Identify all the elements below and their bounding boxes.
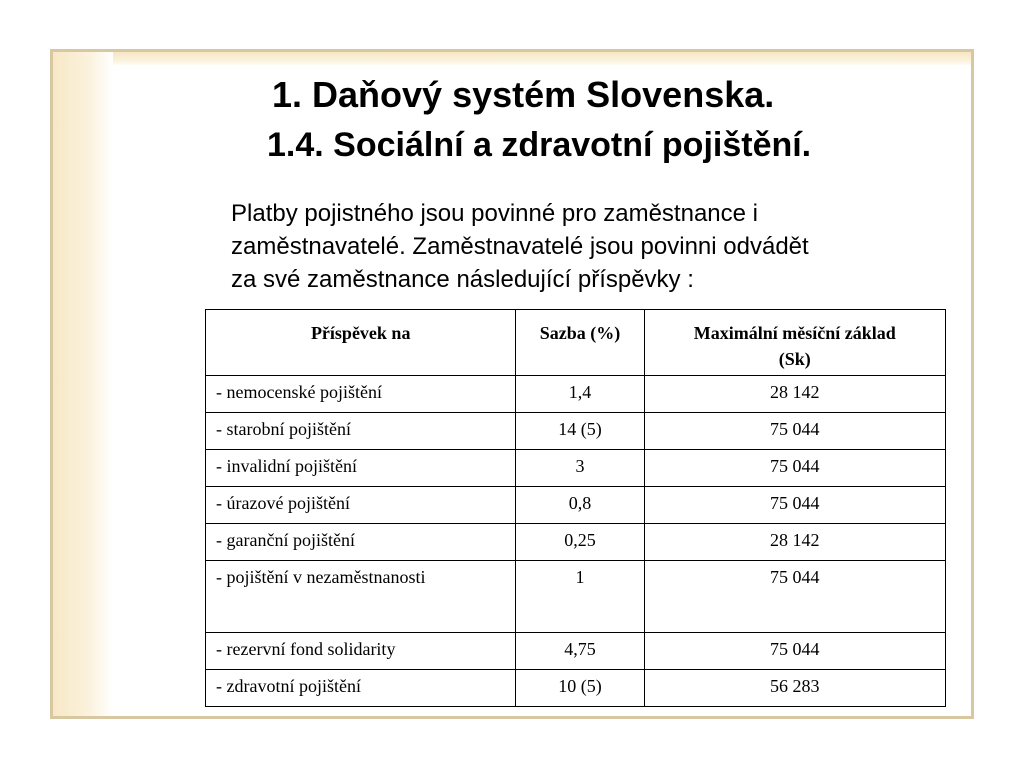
intro-line: Platby pojistného jsou povinné pro zaměstnance i	[231, 200, 758, 227]
table-row	[206, 376, 946, 413]
cell-max-base: 75 044	[644, 413, 945, 450]
table-row	[206, 413, 946, 450]
header-max-base-line-1: Maximální měsíční základ	[693, 323, 896, 343]
cell-max-base: 75 044	[644, 561, 945, 633]
table-row	[206, 670, 946, 707]
table-row	[206, 487, 946, 524]
cell-contribution: - pojištění v nezaměstnanosti	[206, 561, 516, 633]
header-max-base-line-2: (Sk)	[778, 349, 811, 369]
cell-max-base: 56 283	[644, 670, 945, 707]
cell-rate: 10 (5)	[516, 670, 644, 707]
cell-contribution: - nemocenské pojištění	[206, 376, 516, 413]
cell-max-base: 28 142	[644, 376, 945, 413]
cell-contribution: - starobní pojištění	[206, 413, 516, 450]
cell-contribution: - garanční pojištění	[206, 524, 516, 561]
cell-rate: 3	[516, 450, 644, 487]
table-row	[206, 633, 946, 670]
frame-top-shade	[53, 52, 971, 66]
header-contribution: Příspěvek na	[206, 310, 516, 376]
slide-subtitle: 1.4. Sociální a zdravotní pojištění.	[267, 126, 812, 164]
cell-rate: 14 (5)	[516, 413, 644, 450]
contributions-table	[205, 309, 946, 707]
cell-rate: 4,75	[516, 633, 644, 670]
header-rate: Sazba (%)	[516, 310, 644, 376]
cell-rate: 0,25	[516, 524, 644, 561]
header-max-base	[644, 310, 945, 376]
cell-max-base: 75 044	[644, 450, 945, 487]
cell-contribution: - zdravotní pojištění	[206, 670, 516, 707]
cell-rate: 1,4	[516, 376, 644, 413]
cell-max-base: 75 044	[644, 487, 945, 524]
cell-contribution: - úrazové pojištění	[206, 487, 516, 524]
cell-max-base: 28 142	[644, 524, 945, 561]
frame-left-shade	[53, 52, 113, 716]
table-row	[206, 561, 946, 633]
cell-rate: 1	[516, 561, 644, 633]
intro-paragraph	[231, 197, 951, 296]
intro-line: za své zaměstnance následující příspěvky :	[231, 266, 694, 293]
cell-max-base: 75 044	[644, 633, 945, 670]
table-header-row	[206, 310, 946, 376]
table-row	[206, 524, 946, 561]
table-row	[206, 450, 946, 487]
cell-contribution: - invalidní pojištění	[206, 450, 516, 487]
cell-contribution: - rezervní fond solidarity	[206, 633, 516, 670]
cell-rate: 0,8	[516, 487, 644, 524]
intro-line: zaměstnavatelé. Zaměstnavatelé jsou povinni odvádět	[231, 233, 809, 260]
slide-title: 1. Daňový systém Slovenska.	[272, 74, 775, 115]
